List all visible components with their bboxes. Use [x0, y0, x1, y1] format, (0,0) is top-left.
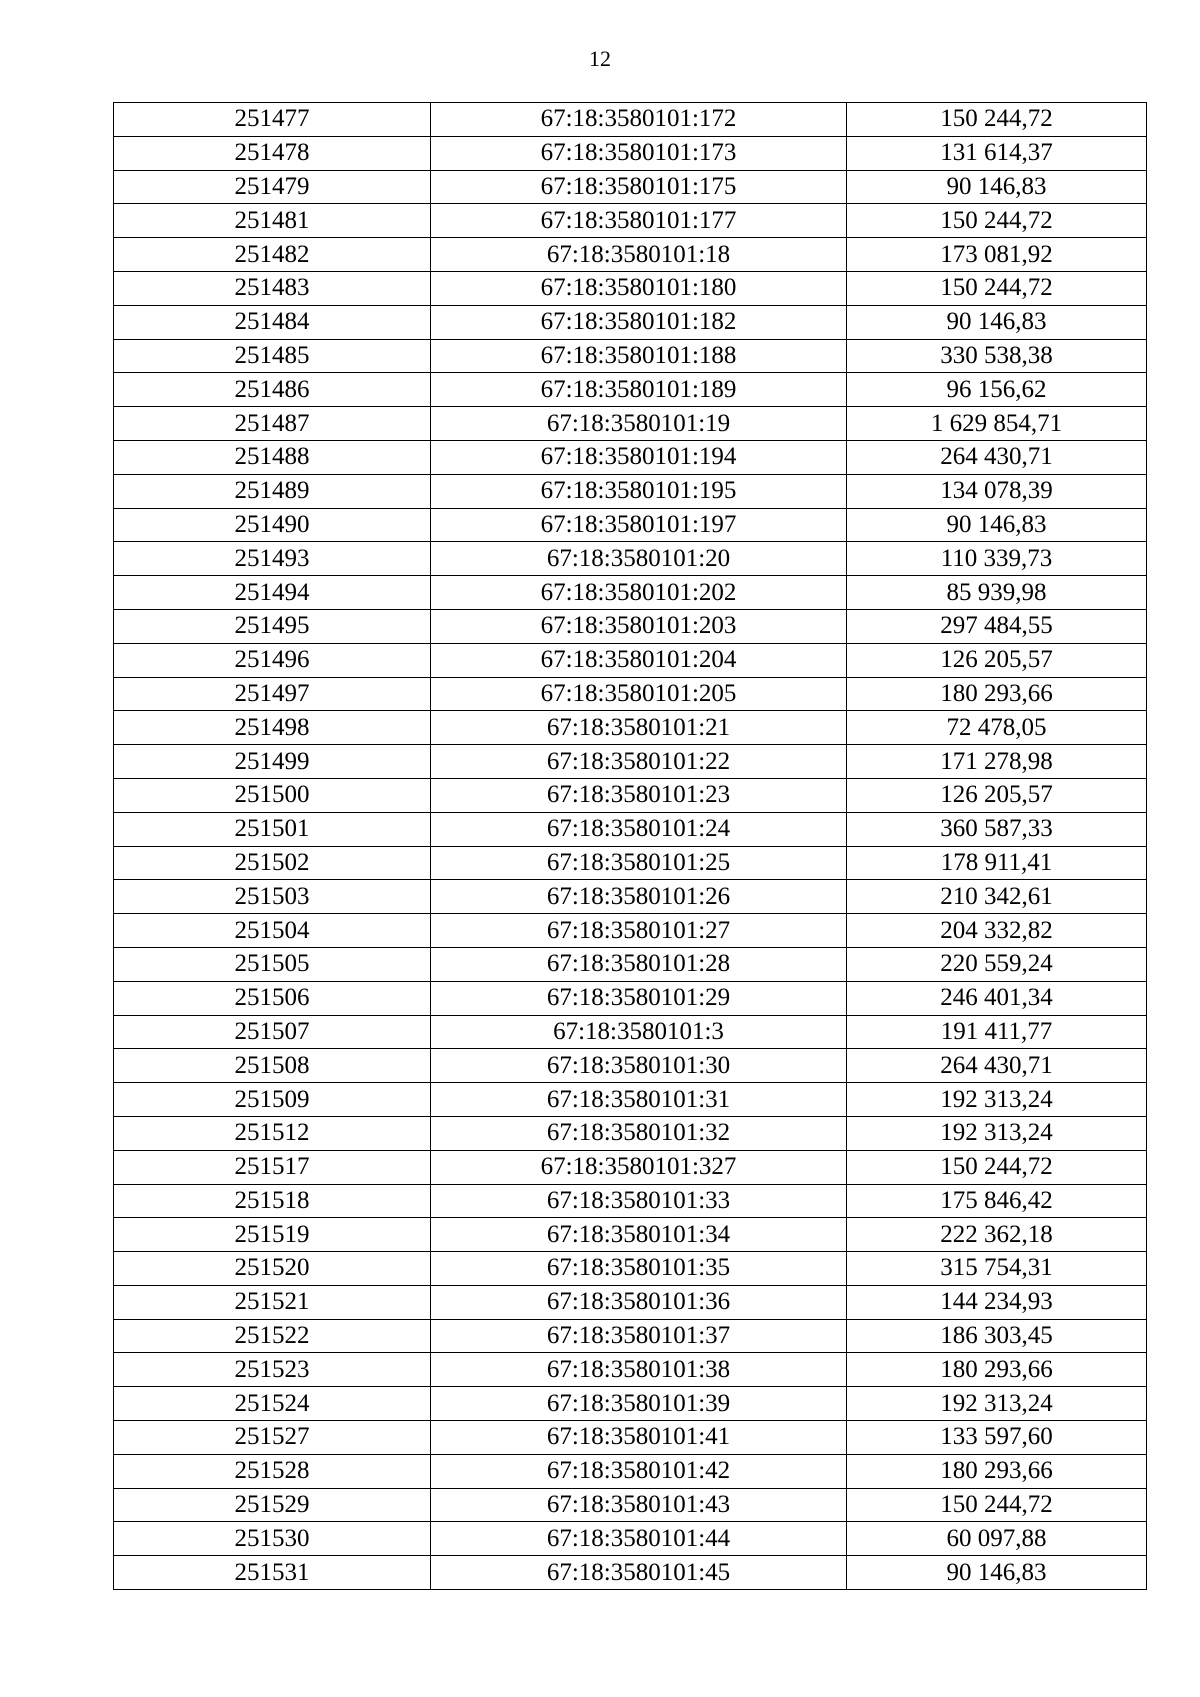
cadastral-value-cell: 110 339,73	[847, 542, 1147, 576]
row-number-cell: 251495	[114, 609, 431, 643]
cadastral-value-cell: 297 484,55	[847, 609, 1147, 643]
table-row	[114, 1015, 1147, 1049]
cadastral-number-cell: 67:18:3580101:39	[431, 1387, 847, 1421]
cadastral-number-cell: 67:18:3580101:24	[431, 812, 847, 846]
cadastral-number-cell: 67:18:3580101:175	[431, 170, 847, 204]
row-number-cell: 251524	[114, 1387, 431, 1421]
table-row	[114, 1488, 1147, 1522]
cadastral-number-cell: 67:18:3580101:31	[431, 1083, 847, 1117]
table-row	[114, 1150, 1147, 1184]
table-row	[114, 238, 1147, 272]
table-row	[114, 440, 1147, 474]
cadastral-number-cell: 67:18:3580101:41	[431, 1421, 847, 1455]
row-number-cell: 251512	[114, 1116, 431, 1150]
row-number-cell: 251507	[114, 1015, 431, 1049]
table-row	[114, 711, 1147, 745]
cadastral-number-cell: 67:18:3580101:26	[431, 880, 847, 914]
row-number-cell: 251484	[114, 305, 431, 339]
row-number-cell: 251488	[114, 440, 431, 474]
cadastral-value-cell: 222 362,18	[847, 1218, 1147, 1252]
table-row	[114, 981, 1147, 1015]
row-number-cell: 251504	[114, 914, 431, 948]
cadastral-value-cell: 264 430,71	[847, 440, 1147, 474]
row-number-cell: 251489	[114, 474, 431, 508]
row-number-cell: 251497	[114, 677, 431, 711]
row-number-cell: 251521	[114, 1285, 431, 1319]
row-number-cell: 251503	[114, 880, 431, 914]
cadastral-value-cell: 192 313,24	[847, 1116, 1147, 1150]
table-row	[114, 1319, 1147, 1353]
cadastral-number-cell: 67:18:3580101:173	[431, 136, 847, 170]
cadastral-number-cell: 67:18:3580101:34	[431, 1218, 847, 1252]
cadastral-value-cell: 126 205,57	[847, 643, 1147, 677]
row-number-cell: 251528	[114, 1454, 431, 1488]
row-number-cell: 251478	[114, 136, 431, 170]
cadastral-number-cell: 67:18:3580101:38	[431, 1353, 847, 1387]
cadastral-number-cell: 67:18:3580101:203	[431, 609, 847, 643]
cadastral-value-cell: 96 156,62	[847, 373, 1147, 407]
table-row	[114, 407, 1147, 441]
cadastral-value-cell: 90 146,83	[847, 305, 1147, 339]
cadastral-value-cell: 126 205,57	[847, 778, 1147, 812]
row-number-cell: 251496	[114, 643, 431, 677]
cadastral-value-cell: 90 146,83	[847, 170, 1147, 204]
table-row	[114, 778, 1147, 812]
cadastral-number-cell: 67:18:3580101:28	[431, 947, 847, 981]
cadastral-value-cell: 131 614,37	[847, 136, 1147, 170]
cadastral-value-cell: 90 146,83	[847, 1556, 1147, 1590]
table-row	[114, 271, 1147, 305]
cadastral-value-cell: 264 430,71	[847, 1049, 1147, 1083]
table-row	[114, 1353, 1147, 1387]
row-number-cell: 251506	[114, 981, 431, 1015]
table-row	[114, 542, 1147, 576]
cadastral-number-cell: 67:18:3580101:202	[431, 576, 847, 610]
row-number-cell: 251522	[114, 1319, 431, 1353]
cadastral-number-cell: 67:18:3580101:32	[431, 1116, 847, 1150]
table-row	[114, 103, 1147, 137]
cadastral-number-cell: 67:18:3580101:37	[431, 1319, 847, 1353]
table-row	[114, 609, 1147, 643]
row-number-cell: 251523	[114, 1353, 431, 1387]
table-row	[114, 1116, 1147, 1150]
cadastral-number-cell: 67:18:3580101:21	[431, 711, 847, 745]
cadastral-number-cell: 67:18:3580101:30	[431, 1049, 847, 1083]
cadastral-value-cell: 191 411,77	[847, 1015, 1147, 1049]
cadastral-number-cell: 67:18:3580101:23	[431, 778, 847, 812]
cadastral-number-cell: 67:18:3580101:194	[431, 440, 847, 474]
table-row	[114, 136, 1147, 170]
row-number-cell: 251481	[114, 204, 431, 238]
row-number-cell: 251505	[114, 947, 431, 981]
table-row	[114, 947, 1147, 981]
cadastral-number-cell: 67:18:3580101:327	[431, 1150, 847, 1184]
cadastral-value-cell: 85 939,98	[847, 576, 1147, 610]
table-row	[114, 1454, 1147, 1488]
cadastral-number-cell: 67:18:3580101:3	[431, 1015, 847, 1049]
cadastral-value-cell: 192 313,24	[847, 1387, 1147, 1421]
table-row	[114, 170, 1147, 204]
table-row	[114, 846, 1147, 880]
cadastral-value-cell: 192 313,24	[847, 1083, 1147, 1117]
cadastral-value-cell: 360 587,33	[847, 812, 1147, 846]
cadastral-value-cell: 180 293,66	[847, 1353, 1147, 1387]
page-number: 12	[589, 46, 611, 71]
row-number-cell: 251486	[114, 373, 431, 407]
table-row	[114, 677, 1147, 711]
cadastral-number-cell: 67:18:3580101:43	[431, 1488, 847, 1522]
cadastral-value-cell: 150 244,72	[847, 1150, 1147, 1184]
cadastral-number-cell: 67:18:3580101:180	[431, 271, 847, 305]
cadastral-number-cell: 67:18:3580101:189	[431, 373, 847, 407]
row-number-cell: 251500	[114, 778, 431, 812]
row-number-cell: 251482	[114, 238, 431, 272]
cadastral-number-cell: 67:18:3580101:20	[431, 542, 847, 576]
cadastral-number-cell: 67:18:3580101:42	[431, 1454, 847, 1488]
table-row	[114, 576, 1147, 610]
row-number-cell: 251490	[114, 508, 431, 542]
row-number-cell: 251483	[114, 271, 431, 305]
table-row	[114, 1184, 1147, 1218]
table-row	[114, 880, 1147, 914]
row-number-cell: 251498	[114, 711, 431, 745]
row-number-cell: 251501	[114, 812, 431, 846]
row-number-cell: 251519	[114, 1218, 431, 1252]
cadastral-value-cell: 150 244,72	[847, 103, 1147, 137]
cadastral-value-cell: 133 597,60	[847, 1421, 1147, 1455]
cadastral-value-cell: 315 754,31	[847, 1252, 1147, 1286]
cadastral-value-cell: 180 293,66	[847, 1454, 1147, 1488]
table-row	[114, 1556, 1147, 1590]
cadastral-value-cell: 90 146,83	[847, 508, 1147, 542]
row-number-cell: 251527	[114, 1421, 431, 1455]
table-row	[114, 1083, 1147, 1117]
cadastral-value-cell: 173 081,92	[847, 238, 1147, 272]
table-body	[114, 103, 1147, 1590]
cadastral-value-cell: 171 278,98	[847, 745, 1147, 779]
cadastral-value-cell: 150 244,72	[847, 1488, 1147, 1522]
row-number-cell: 251502	[114, 846, 431, 880]
cadastral-number-cell: 67:18:3580101:19	[431, 407, 847, 441]
cadastral-value-cell: 210 342,61	[847, 880, 1147, 914]
row-number-cell: 251487	[114, 407, 431, 441]
table-row	[114, 1522, 1147, 1556]
cadastral-value-cell: 134 078,39	[847, 474, 1147, 508]
cadastral-number-cell: 67:18:3580101:25	[431, 846, 847, 880]
cadastral-value-cell: 178 911,41	[847, 846, 1147, 880]
row-number-cell: 251509	[114, 1083, 431, 1117]
cadastral-number-cell: 67:18:3580101:22	[431, 745, 847, 779]
cadastral-value-table	[113, 102, 1147, 1590]
cadastral-value-cell: 204 332,82	[847, 914, 1147, 948]
cadastral-number-cell: 67:18:3580101:197	[431, 508, 847, 542]
cadastral-number-cell: 67:18:3580101:18	[431, 238, 847, 272]
row-number-cell: 251508	[114, 1049, 431, 1083]
cadastral-number-cell: 67:18:3580101:182	[431, 305, 847, 339]
cadastral-number-cell: 67:18:3580101:27	[431, 914, 847, 948]
row-number-cell: 251485	[114, 339, 431, 373]
cadastral-value-cell: 246 401,34	[847, 981, 1147, 1015]
table-row	[114, 643, 1147, 677]
cadastral-value-cell: 220 559,24	[847, 947, 1147, 981]
table-row	[114, 1049, 1147, 1083]
cadastral-value-cell: 150 244,72	[847, 204, 1147, 238]
cadastral-number-cell: 67:18:3580101:205	[431, 677, 847, 711]
cadastral-value-cell: 150 244,72	[847, 271, 1147, 305]
row-number-cell: 251531	[114, 1556, 431, 1590]
table-row	[114, 508, 1147, 542]
cadastral-number-cell: 67:18:3580101:33	[431, 1184, 847, 1218]
row-number-cell: 251479	[114, 170, 431, 204]
row-number-cell: 251530	[114, 1522, 431, 1556]
cadastral-number-cell: 67:18:3580101:29	[431, 981, 847, 1015]
table-row	[114, 204, 1147, 238]
table-row	[114, 812, 1147, 846]
cadastral-value-cell: 1 629 854,71	[847, 407, 1147, 441]
table-row	[114, 1252, 1147, 1286]
cadastral-value-cell: 144 234,93	[847, 1285, 1147, 1319]
table-row	[114, 305, 1147, 339]
table-row	[114, 745, 1147, 779]
cadastral-value-cell: 60 097,88	[847, 1522, 1147, 1556]
table-row	[114, 474, 1147, 508]
row-number-cell: 251494	[114, 576, 431, 610]
table-row	[114, 914, 1147, 948]
table-row	[114, 1218, 1147, 1252]
cadastral-number-cell: 67:18:3580101:188	[431, 339, 847, 373]
cadastral-value-cell: 330 538,38	[847, 339, 1147, 373]
table-row	[114, 1285, 1147, 1319]
row-number-cell: 251493	[114, 542, 431, 576]
table-row	[114, 1387, 1147, 1421]
row-number-cell: 251520	[114, 1252, 431, 1286]
row-number-cell: 251518	[114, 1184, 431, 1218]
cadastral-value-cell: 180 293,66	[847, 677, 1147, 711]
row-number-cell: 251499	[114, 745, 431, 779]
cadastral-number-cell: 67:18:3580101:36	[431, 1285, 847, 1319]
table-row	[114, 373, 1147, 407]
table-row	[114, 339, 1147, 373]
cadastral-value-cell: 175 846,42	[847, 1184, 1147, 1218]
table-row	[114, 1421, 1147, 1455]
cadastral-number-cell: 67:18:3580101:45	[431, 1556, 847, 1590]
cadastral-number-cell: 67:18:3580101:195	[431, 474, 847, 508]
cadastral-number-cell: 67:18:3580101:177	[431, 204, 847, 238]
cadastral-number-cell: 67:18:3580101:204	[431, 643, 847, 677]
row-number-cell: 251477	[114, 103, 431, 137]
row-number-cell: 251517	[114, 1150, 431, 1184]
row-number-cell: 251529	[114, 1488, 431, 1522]
cadastral-number-cell: 67:18:3580101:35	[431, 1252, 847, 1286]
cadastral-number-cell: 67:18:3580101:44	[431, 1522, 847, 1556]
cadastral-value-cell: 186 303,45	[847, 1319, 1147, 1353]
cadastral-number-cell: 67:18:3580101:172	[431, 103, 847, 137]
cadastral-value-cell: 72 478,05	[847, 711, 1147, 745]
